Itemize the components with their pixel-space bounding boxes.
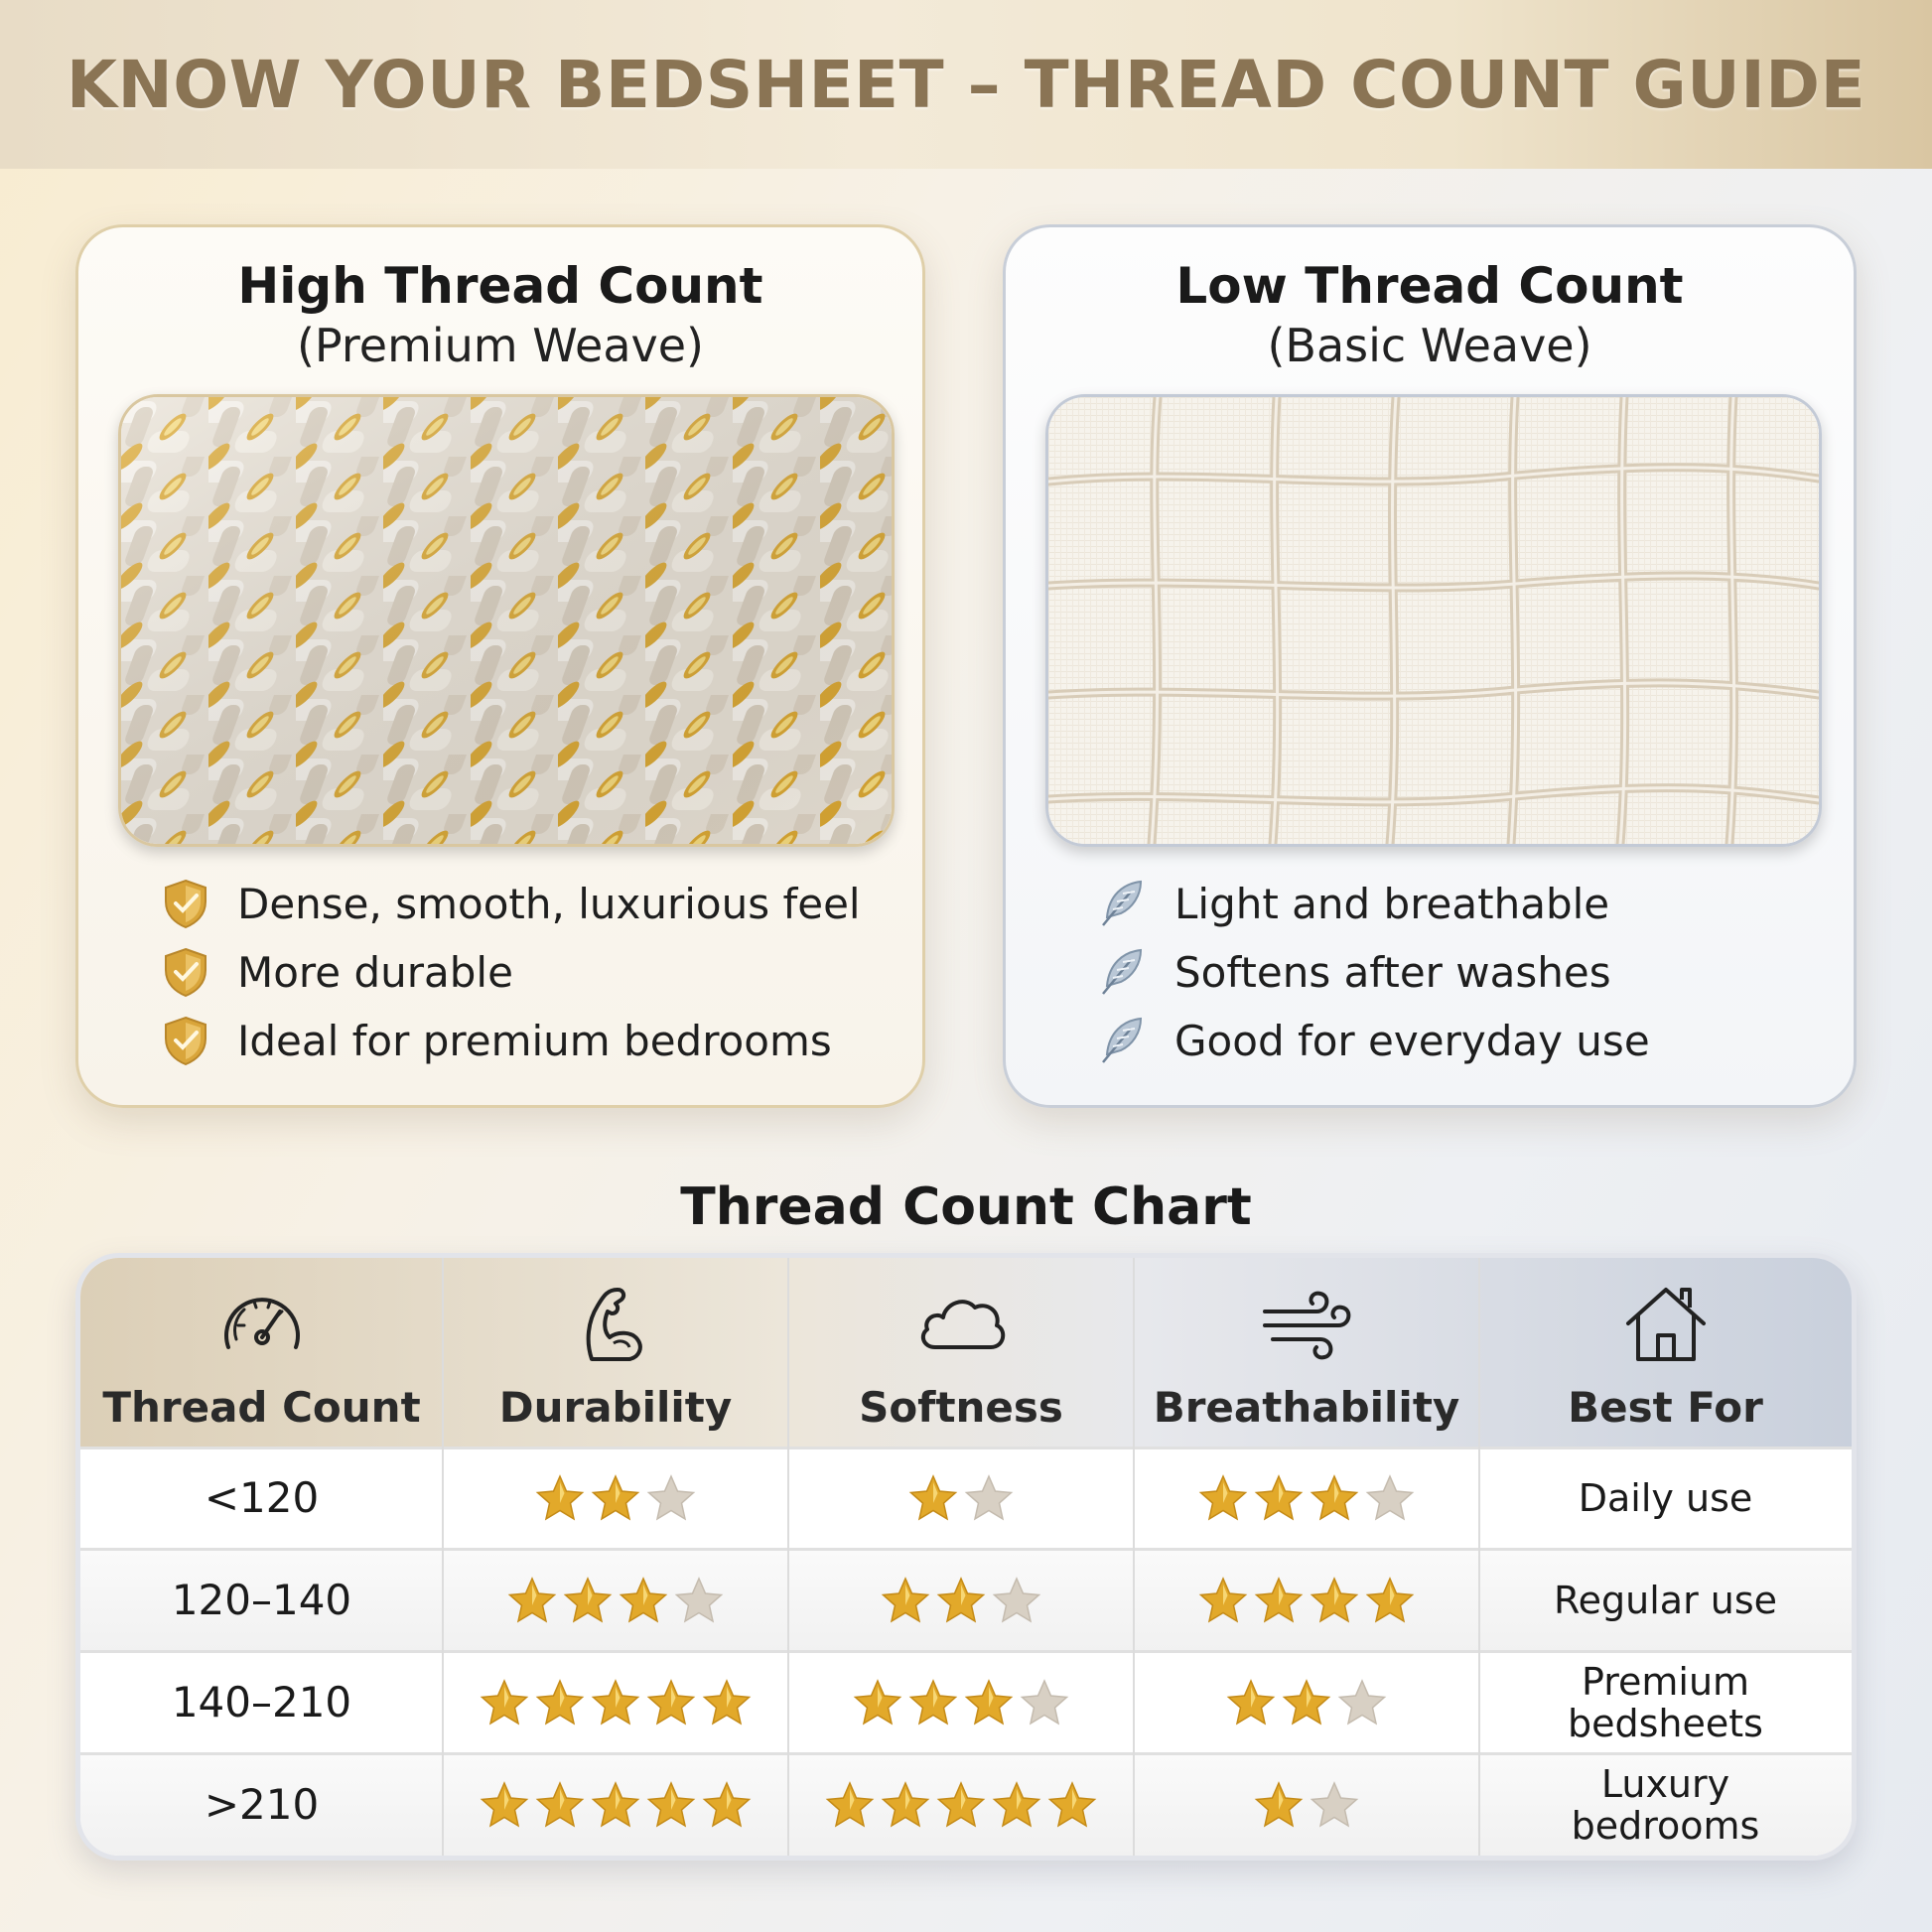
star-filled-icon — [479, 1678, 530, 1727]
star-filled-icon — [935, 1780, 987, 1830]
feather-icon — [1097, 878, 1149, 929]
feather-icon — [1097, 1015, 1149, 1066]
star-filled-icon — [645, 1780, 697, 1830]
thread-count-table — [75, 1253, 1857, 1861]
column-header-label: Breathability — [1153, 1383, 1460, 1432]
low-card-title: Low Thread Count — [1175, 257, 1684, 315]
star-empty-icon — [963, 1473, 1015, 1523]
gauge-icon — [214, 1282, 310, 1365]
low-thread-count-card — [1003, 224, 1857, 1108]
best-for-line-1: Daily use — [1578, 1475, 1753, 1520]
column-header-label: Softness — [859, 1383, 1063, 1432]
low-feature-label: Light and breathable — [1174, 879, 1610, 928]
column-header-label: Best For — [1568, 1383, 1763, 1432]
star-filled-icon — [645, 1678, 697, 1727]
star-empty-icon — [645, 1473, 697, 1523]
table-row — [80, 1549, 1852, 1651]
row-divider — [80, 1752, 1852, 1755]
breathability-rating — [1134, 1549, 1479, 1651]
star-filled-icon — [1253, 1576, 1305, 1625]
cloud-icon — [913, 1282, 1009, 1365]
star-filled-icon — [534, 1678, 586, 1727]
table-row — [80, 1651, 1852, 1753]
high-feature-label: More durable — [237, 947, 513, 997]
durability-rating — [443, 1753, 788, 1856]
title-banner — [0, 0, 1932, 169]
breathability-rating — [1134, 1651, 1479, 1753]
wind-icon — [1259, 1282, 1354, 1365]
best-for-line-2: bedrooms — [1571, 1803, 1760, 1848]
star-empty-icon — [1364, 1473, 1416, 1523]
star-filled-icon — [506, 1576, 558, 1625]
star-filled-icon — [590, 1473, 641, 1523]
high-feature-3 — [160, 1015, 832, 1066]
star-filled-icon — [1225, 1678, 1277, 1727]
best-for-cell — [1479, 1549, 1852, 1651]
best-for-line-1: Premium — [1581, 1659, 1750, 1704]
column-header-durability — [443, 1258, 788, 1447]
star-empty-icon — [1019, 1678, 1070, 1727]
low-feature-label: Softens after washes — [1174, 947, 1611, 997]
row-divider — [80, 1548, 1852, 1551]
high-feature-2 — [160, 946, 513, 998]
best-for-line-2: bedsheets — [1568, 1701, 1763, 1745]
breathability-rating — [1134, 1447, 1479, 1549]
basic-weave-image — [1045, 394, 1822, 847]
thread-count-cell: 140–210 — [171, 1678, 352, 1726]
feather-icon — [1097, 946, 1149, 998]
shield-check-icon — [160, 1015, 211, 1066]
star-filled-icon — [1309, 1473, 1360, 1523]
best-for-cell — [1479, 1651, 1852, 1753]
house-icon — [1618, 1282, 1714, 1365]
star-filled-icon — [1046, 1780, 1098, 1830]
durability-rating — [443, 1651, 788, 1753]
page-title: KNOW YOUR BEDSHEET – THREAD COUNT GUIDE — [66, 46, 1866, 123]
star-filled-icon — [1253, 1780, 1305, 1830]
low-card-subtitle: (Basic Weave) — [1267, 319, 1592, 372]
star-filled-icon — [701, 1678, 753, 1727]
star-empty-icon — [1336, 1678, 1388, 1727]
low-feature-3 — [1097, 1015, 1650, 1066]
durability-rating — [443, 1549, 788, 1651]
best-for-cell — [1479, 1753, 1852, 1856]
column-header-softness — [788, 1258, 1134, 1447]
star-empty-icon — [991, 1576, 1042, 1625]
star-filled-icon — [701, 1780, 753, 1830]
column-divider — [442, 1258, 444, 1856]
durability-rating — [443, 1447, 788, 1549]
chart-title: Thread Count Chart — [680, 1177, 1252, 1237]
star-filled-icon — [534, 1780, 586, 1830]
softness-rating — [788, 1753, 1134, 1856]
column-header-breathability — [1134, 1258, 1479, 1447]
shield-check-icon — [160, 946, 211, 998]
star-empty-icon — [673, 1576, 725, 1625]
high-feature-label: Ideal for premium bedrooms — [237, 1016, 832, 1065]
table-row — [80, 1447, 1852, 1549]
star-filled-icon — [1197, 1576, 1249, 1625]
star-empty-icon — [1309, 1780, 1360, 1830]
star-filled-icon — [880, 1780, 931, 1830]
flexed-arm-icon — [568, 1282, 663, 1365]
row-divider — [80, 1447, 1852, 1449]
column-divider — [1478, 1258, 1480, 1856]
star-filled-icon — [1281, 1678, 1332, 1727]
star-filled-icon — [1364, 1576, 1416, 1625]
star-filled-icon — [479, 1780, 530, 1830]
star-filled-icon — [590, 1678, 641, 1727]
low-feature-label: Good for everyday use — [1174, 1016, 1650, 1065]
best-for-line-1: Luxury — [1600, 1761, 1730, 1806]
low-feature-1 — [1097, 878, 1609, 929]
star-filled-icon — [1309, 1576, 1360, 1625]
softness-rating — [788, 1651, 1134, 1753]
high-feature-label: Dense, smooth, luxurious feel — [237, 879, 861, 928]
low-feature-2 — [1097, 946, 1611, 998]
thread-count-cell: >210 — [204, 1780, 320, 1829]
softness-rating — [788, 1549, 1134, 1651]
star-filled-icon — [590, 1780, 641, 1830]
thread-count-cell: <120 — [204, 1473, 320, 1522]
column-header-label: Thread Count — [102, 1383, 421, 1432]
column-divider — [1133, 1258, 1135, 1856]
star-filled-icon — [1197, 1473, 1249, 1523]
column-header-label: Durability — [498, 1383, 733, 1432]
star-filled-icon — [1253, 1473, 1305, 1523]
premium-weave-image — [118, 394, 895, 847]
star-filled-icon — [534, 1473, 586, 1523]
star-filled-icon — [907, 1473, 959, 1523]
high-card-subtitle: (Premium Weave) — [296, 319, 704, 372]
star-filled-icon — [852, 1678, 903, 1727]
shield-check-icon — [160, 878, 211, 929]
column-divider — [787, 1258, 789, 1856]
row-divider — [80, 1650, 1852, 1653]
breathability-rating — [1134, 1753, 1479, 1856]
thread-count-cell: 120–140 — [171, 1576, 352, 1624]
column-header-best-for — [1479, 1258, 1852, 1447]
best-for-cell — [1479, 1447, 1852, 1549]
star-filled-icon — [880, 1576, 931, 1625]
star-filled-icon — [907, 1678, 959, 1727]
star-filled-icon — [562, 1576, 614, 1625]
high-thread-count-card — [75, 224, 925, 1108]
softness-rating — [788, 1447, 1134, 1549]
high-card-title: High Thread Count — [237, 257, 763, 315]
star-filled-icon — [824, 1780, 876, 1830]
star-filled-icon — [991, 1780, 1042, 1830]
high-feature-1 — [160, 878, 861, 929]
table-row — [80, 1753, 1852, 1856]
star-filled-icon — [618, 1576, 669, 1625]
column-header-thread-count — [80, 1258, 443, 1447]
star-filled-icon — [963, 1678, 1015, 1727]
best-for-line-1: Regular use — [1553, 1578, 1778, 1622]
star-filled-icon — [935, 1576, 987, 1625]
